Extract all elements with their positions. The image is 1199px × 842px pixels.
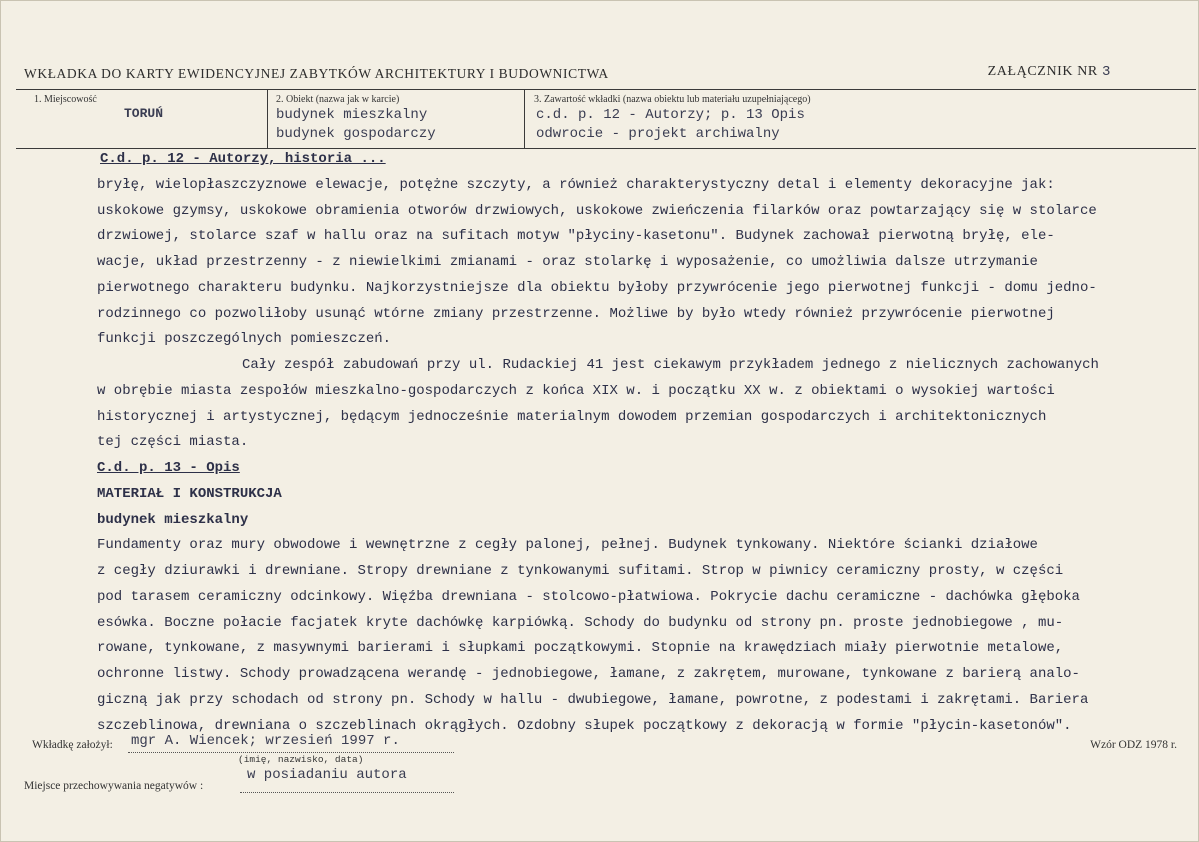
body-line: z cegły dziurawki i drewniane. Stropy drewniane z tynkowanymi sufitami. Strop w piwnicy ceramiczny prosty, w części	[97, 563, 1064, 579]
body-line: uskokowe gzymsy, uskokowe obramienia otworów drzwiowych, uskokowe zwieńczenia filarków oraz powtarzający się w stolarce	[97, 202, 1097, 219]
header-rule-bottom	[16, 148, 1196, 149]
body-line: w obrębie miasta zespołów mieszkalno-gospodarczych z końca XIX w. i początku XX w. z obiektami o wysokiej wartości	[97, 382, 1055, 399]
body-line: esówka. Boczne połacie facjatek kryte dachówkę karpiówką. Schody do budynku od strony pn. proste jednobiegowe , mu-	[97, 614, 1064, 631]
negatives-location-label: Miejsce przechowywania negatywów :	[24, 780, 204, 792]
form-title: WKŁADKA DO KARTY EWIDENCYJNEJ ZABYTKÓW ARCHITEKTURY I BUDOWNICTWA	[24, 66, 609, 81]
field-label-object: 2. Obiekt (nazwa jak w karcie)	[276, 94, 400, 105]
body-line: bryłę, wielopłaszczyznowe elewacje, potężne szczyty, a również charakterystyczny detal i elementy dekoracyjne jak:	[97, 176, 1055, 193]
object-value-2: budynek gospodarczy	[276, 126, 436, 142]
body-line: Cały zespół zabudowań przy ul. Rudackiej 41 jest ciekawym przykładem jednego z nielicznych zachowanych	[242, 357, 1099, 373]
section-heading: MATERIAŁ I KONSTRUKCJA	[97, 485, 282, 502]
object-value-1: budynek mieszkalny	[276, 107, 428, 123]
field-divider-2	[524, 90, 525, 148]
body-line: rowane, tynkowane, z masywnymi barierami i słupkami początkowymi. Stopnie na krawędziach miały pierwotnie metalowe,	[97, 640, 1064, 657]
header-rule-top	[16, 89, 1196, 90]
body-line: pierwotnego charakteru budynku. Najkorzystniejsze dla obiektu byłoby przywrócenie jego pierwotnej funkcji - domu jedno-	[97, 279, 1097, 296]
body-line: szczeblinowa, drewniana o szczeblinach okrągłych. Ozdobny słupek początkowy z dekoracją w formie "płycin-kasetonów".	[97, 717, 1072, 734]
name-date-hint: (imię, nazwisko, data)	[238, 754, 364, 765]
body-line: Fundamenty oraz mury obwodowe i wewnętrzne z cegły palonej, pełnej. Budynek tynkowany. Niektóre ścianki działowe	[97, 537, 1038, 554]
inserted-by-label: Wkładkę założył:	[32, 739, 113, 751]
location-value: TORUŃ	[124, 106, 164, 121]
section-heading: C.d. p. 13 - Opis	[97, 460, 240, 476]
body-line: tej części miasta.	[97, 434, 249, 451]
body-line: funkcji poszczególnych pomieszczeń.	[97, 331, 392, 348]
body-line: giczną jak przy schodach od strony pn. Schody w hallu - dwubiegowe, łamane, powrotne, z podestami i zakrętami. Bariera	[97, 691, 1089, 708]
body-line: pod tarasem ceramiczny odcinkowy. Więźba drewniana - stolcowo-płatwiowa. Pokrycie dachu ceramiczne - dachówka głęboka	[97, 588, 1080, 605]
body-line: drzwiowej, stolarce szaf w hallu oraz na sufitach motyw "płyciny-kasetonu". Budynek zachował pierwotną bryłę, ele-	[97, 228, 1055, 245]
field-label-contents: 3. Zawartość wkładki (nazwa obiektu lub materiału uzupełniającego)	[534, 94, 811, 105]
section-heading: C.d. p. 12 - Autorzy, historia ...	[100, 151, 386, 167]
contents-value-1: c.d. p. 12 - Autorzy; p. 13 Opis	[536, 107, 805, 123]
inserted-by-line	[128, 752, 454, 753]
field-label-location: 1. Miejscowość	[34, 94, 97, 105]
body-line: ochronne listwy. Schody prowadzącena werandę - jednobiegowe, łamane, z zakrętem, murowane, tynkowane z barierą analo-	[97, 666, 1080, 682]
body-line: wacje, układ przestrzenny - z niewielkimi zmianami - oraz stolarkę i wyposażenie, co umożliwia dalsze utrzymanie	[97, 254, 1038, 270]
inserted-by-value: mgr A. Wiencek; wrzesień 1997 r.	[131, 733, 400, 749]
section-heading: budynek mieszkalny	[97, 511, 249, 528]
form-model: Wzór ODZ 1978 r.	[1090, 739, 1177, 751]
negatives-location-line	[240, 792, 454, 793]
field-divider-1	[267, 90, 268, 148]
body-line: historycznej i artystycznej, będącym jednocześnie materialnym dowodem przemian gospodarczych i architektonicznych	[97, 408, 1047, 425]
body-line: rodzinnego co pozwoliłoby usunąć wtórne zmiany przestrzenne. Możliwe by było wtedy również przywrócenie pierwotnej	[97, 305, 1055, 322]
negatives-location-value: w posiadaniu autora	[247, 767, 407, 783]
contents-value-2: odwrocie - projekt archiwalny	[536, 126, 780, 142]
annex-label: ZAŁĄCZNIK NR 3	[987, 64, 1111, 80]
